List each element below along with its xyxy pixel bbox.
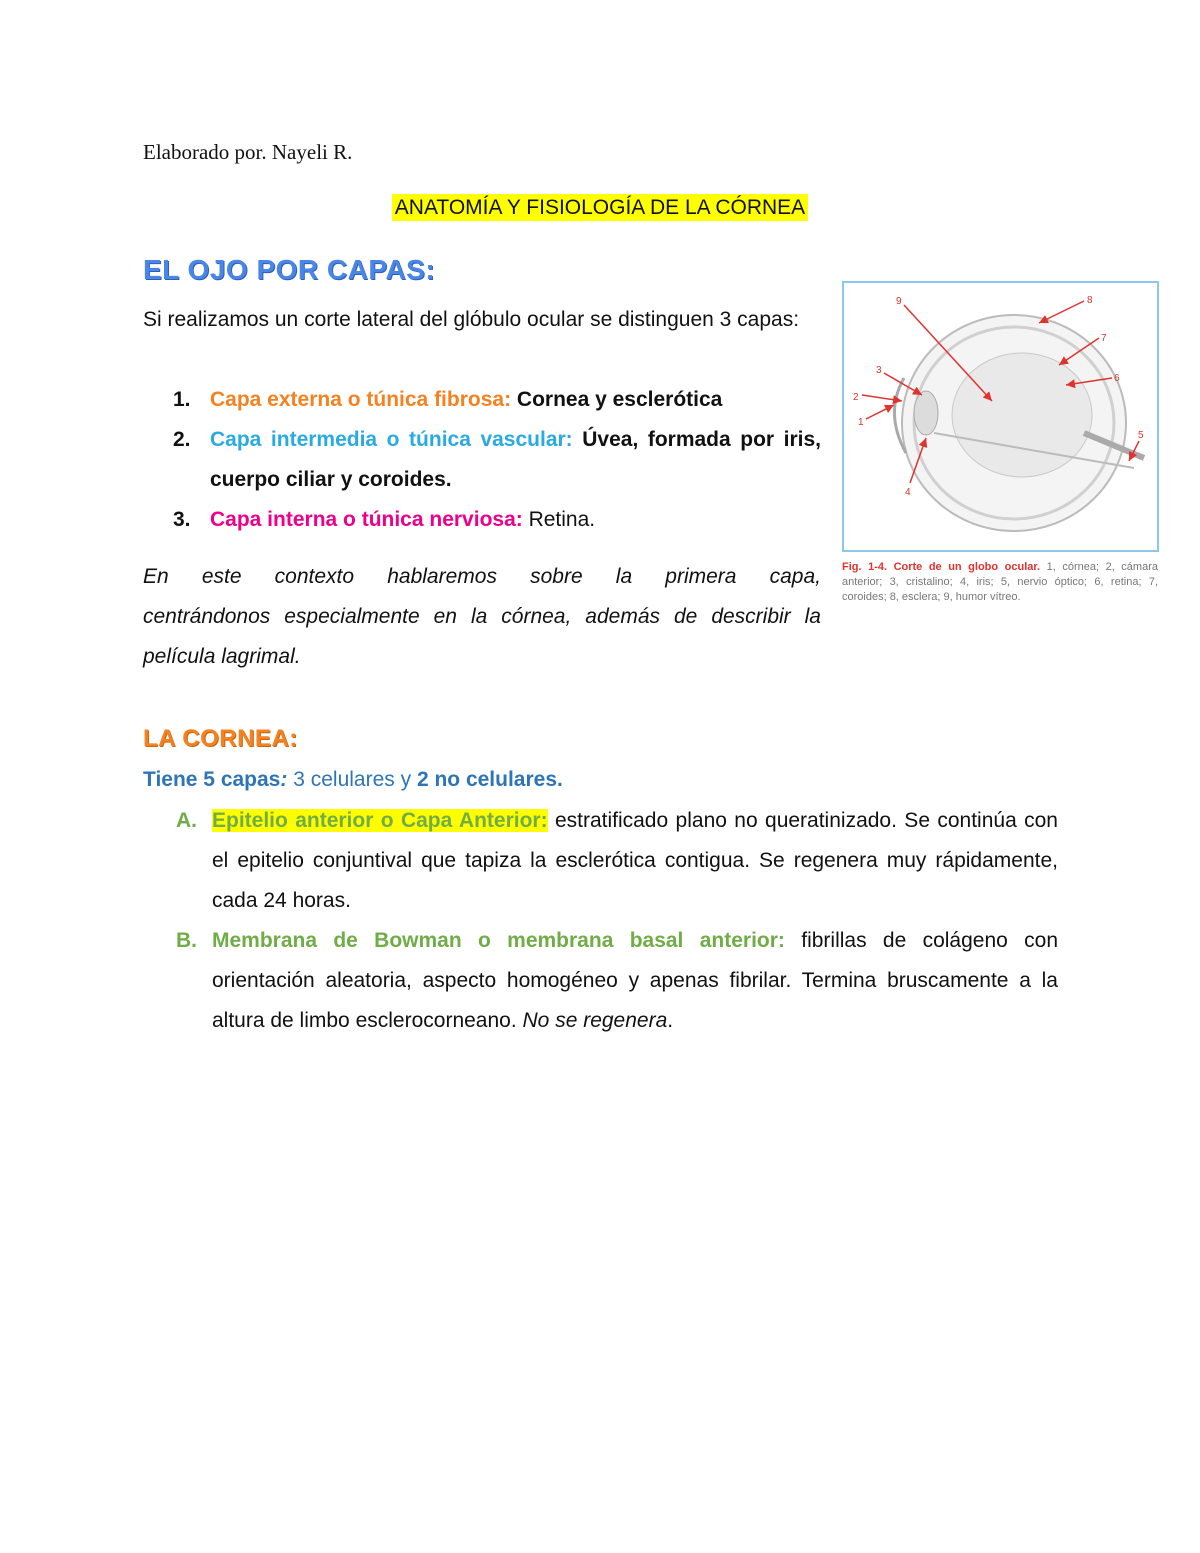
intro-part-b: 3 celulares y <box>287 768 417 791</box>
context-line-rest: centrándonos especialmente en la córnea, además de describir la película lagrimal. <box>143 605 821 668</box>
list-number: 3. <box>173 508 191 531</box>
document-title <box>0 196 1200 220</box>
figure-number-2: 2 <box>853 392 859 403</box>
list-item <box>176 801 1058 921</box>
vitreous-body <box>952 353 1092 477</box>
intro-part-a: Tiene 5 capas <box>143 768 281 791</box>
layer-label: Capa interna o túnica nerviosa: <box>210 508 523 531</box>
list-item <box>170 500 821 540</box>
cornea-layers-list <box>176 801 1058 1041</box>
caption-label: Fig. 1-4. Corte de un globo ocular. <box>842 561 1041 573</box>
eye-layers-list <box>170 380 821 540</box>
layer-label: Capa externa o túnica fibrosa: <box>210 388 512 411</box>
context-paragraph <box>143 557 821 677</box>
list-number: 2. <box>173 428 191 451</box>
figure-caption <box>842 560 1158 605</box>
cornea-intro <box>143 760 563 800</box>
caption-text: 1, córnea; 2, cámara anterior; 3, cristalino; 4, iris; 5, nervio óptico; 6, retina; 7, coroides; 8, esclera; 9, humor vítreo. <box>842 561 1158 603</box>
cornea-layer-desc-italic: No se regenera <box>522 1009 668 1032</box>
cornea-layer-label: Epitelio anterior o Capa Anterior: <box>212 809 548 832</box>
intro-part-c: 2 no celulares. <box>416 768 563 791</box>
layer-desc: Úvea, formada por iris, cuerpo ciliar y coroides. <box>210 428 821 491</box>
figure-number-5: 5 <box>1138 430 1144 441</box>
figure-number-6: 6 <box>1114 373 1120 384</box>
figure-number-3: 3 <box>876 365 882 376</box>
author-line: Elaborado por. Nayeli R. <box>143 140 353 164</box>
intro-colon: : <box>280 768 288 791</box>
cornea-layer-desc-end: . <box>667 1009 674 1032</box>
list-number: 1. <box>173 388 191 411</box>
figure-number-4: 4 <box>905 487 911 498</box>
eye-diagram <box>844 283 1157 550</box>
cornea-layer-desc: estratificado plano no queratinizado. Se continúa con el epitelio conjuntival que tapiza la esclerótica contigua. Se regenera muy rápidamente, cada 24 horas. <box>212 809 1058 912</box>
list-letter: A. <box>176 809 197 832</box>
list-item <box>176 921 1058 1041</box>
list-letter: B. <box>176 929 197 952</box>
cornea-layer-desc: fibrillas de colágeno con orientación aleatoria, aspecto homogéneo y apenas fibrilar. Termina bruscamente a la altura de limbo esclerocorneano. <box>212 929 1058 1032</box>
context-line-1: En este contexto hablaremos sobre la primera capa, <box>143 565 821 588</box>
arrow-1 <box>866 405 894 419</box>
list-item <box>170 380 821 420</box>
layer-desc: Cornea y esclerótica <box>511 388 723 411</box>
figure-number-8: 8 <box>1087 295 1093 306</box>
section-heading-cornea: LA CORNEA: <box>143 725 298 752</box>
figure-number-9: 9 <box>896 296 902 307</box>
section-heading-eye-layers: EL OJO POR CAPAS: <box>143 254 436 285</box>
lens-shape <box>914 391 938 435</box>
layer-label: Capa intermedia o túnica vascular: <box>210 428 573 451</box>
intro-paragraph: Si realizamos un corte lateral del glóbulo ocular se distinguen 3 capas: <box>143 308 800 331</box>
eye-cross-section-figure <box>842 281 1159 552</box>
figure-number-7: 7 <box>1101 333 1107 344</box>
title-highlight: ANATOMÍA Y FISIOLOGÍA DE LA CÓRNEA <box>392 194 808 221</box>
list-item <box>170 420 821 500</box>
layer-desc: Retina. <box>522 508 596 531</box>
figure-number-1: 1 <box>858 417 864 428</box>
cornea-layer-label: Membrana de Bowman o membrana basal anterior: <box>212 929 785 952</box>
arrow-8 <box>1039 301 1084 323</box>
